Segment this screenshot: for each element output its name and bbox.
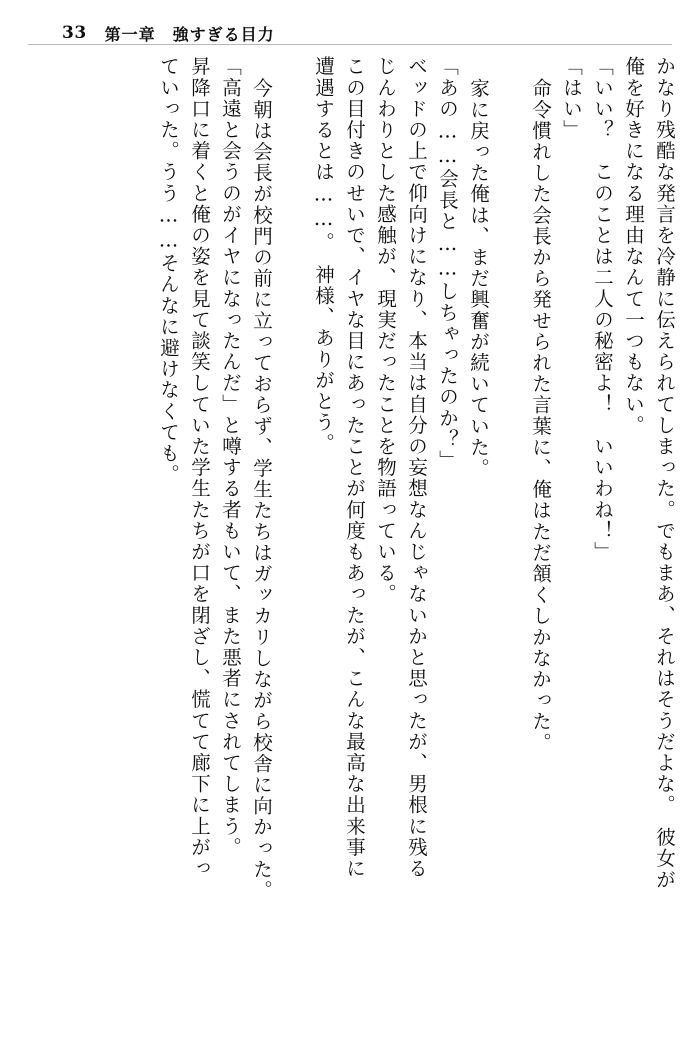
text-line: 「高遠と会うのがイヤになったんだ」と噂する者もいて、また悪者にされてしまう。 (219, 56, 242, 858)
vertical-text-body (30, 56, 674, 1032)
text-line (271, 56, 302, 1032)
text-line: 家に戻った俺は、まだ興奮が続いていた。 (467, 78, 490, 479)
text-line: かなり残酷な発言を冷静に伝えられてしまった。でもまあ、それはそうだよな。 彼女が (653, 56, 676, 891)
text-line: ていった。うう……そんなに避けなくても。 (157, 56, 180, 485)
text-line: 今朝は会長が校門の前に立っておらず、学生たちはガッカリしながら校舎に向かった。 (250, 78, 273, 901)
text-line: 「いい？ このことは二人の秘密よ！ いいわね！」 (591, 56, 614, 563)
text-line: ベッドの上で仰向けになり、本当は自分の妄想なんじゃないかと思ったが、男根に残る (405, 56, 428, 879)
text-line: この目付きのせいで、イヤな目にあったことが何度もあったが、こんな最高な出来事に (343, 56, 366, 879)
text-line: 遭遇するとは……。 神様、ありがとう。 (312, 56, 335, 455)
text-line: 俺を好きになる理由なんて一つもない。 (622, 56, 645, 436)
text-line: 「あの……会長と……しちゃったのか？」 (436, 56, 459, 471)
text-line: 昇降口に着くと俺の姿を見て談笑していた学生たちが口を閉ざし、慌てて廊下に上がっ (188, 56, 211, 879)
text-line: 「はい」 (560, 56, 583, 141)
page-number: 33 (62, 23, 87, 43)
text-line: 命令慣れした会長から発せられた言葉に、俺はただ頷くしかなかった。 (529, 78, 552, 754)
chapter-title: 第一章 強すぎる目力 (104, 24, 275, 44)
text-line (488, 56, 519, 1032)
text-line: じんわりとした感触が、現実だったことを物語っている。 (374, 56, 397, 605)
header-divider (28, 44, 672, 45)
